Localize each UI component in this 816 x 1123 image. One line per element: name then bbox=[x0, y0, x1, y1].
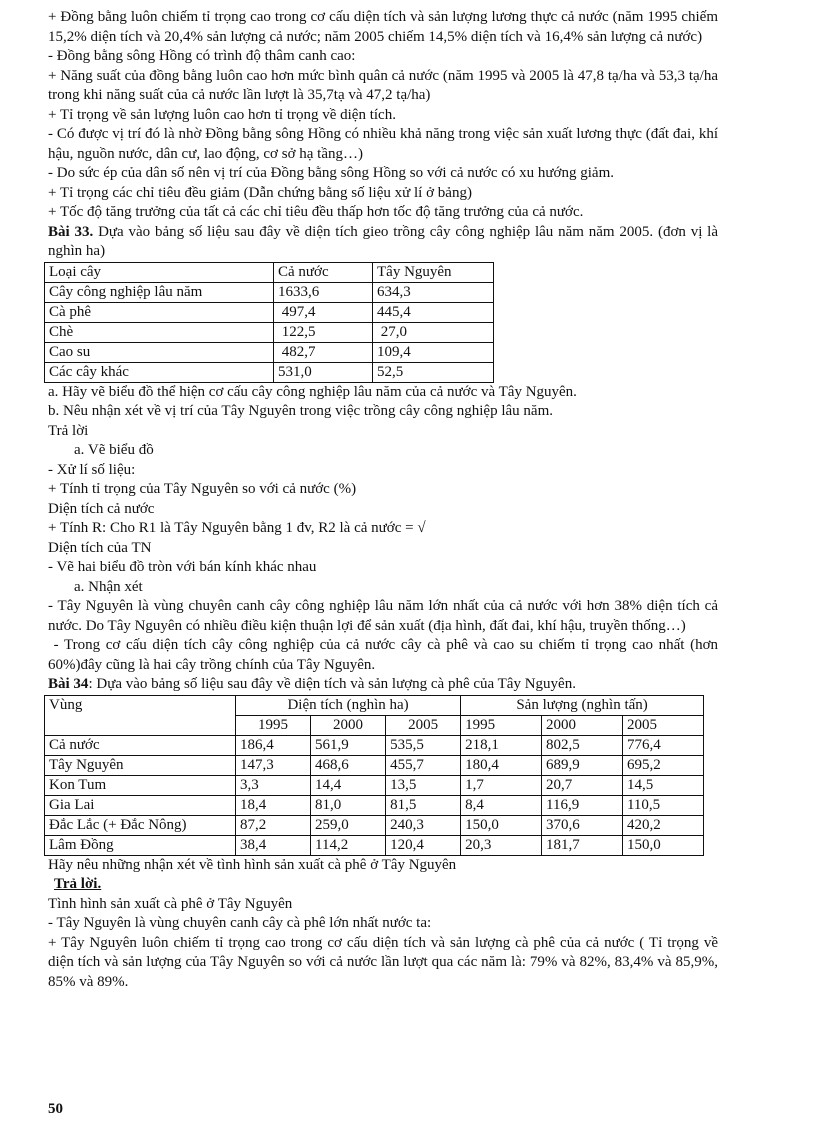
table-cell: 52,5 bbox=[373, 362, 494, 382]
table-cell: 81,5 bbox=[386, 795, 461, 815]
text-line: Diện tích của TN bbox=[48, 539, 152, 556]
table-cell: 14,4 bbox=[311, 775, 386, 795]
table-row bbox=[45, 815, 704, 835]
table-cell: 802,5 bbox=[542, 735, 623, 755]
table-row bbox=[45, 362, 494, 382]
table-cell: 120,4 bbox=[386, 835, 461, 855]
text-line: + Năng suất của đồng bằng luôn cao hơn mức bình quân cả nước (năm 1995 và 2005 là 47,8 tạ/ha và 53,3 tạ/ha trong khi năng suất của cả nước lần lượt là 35,7tạ và 47,2 tạ/ha) bbox=[48, 67, 718, 103]
table-cell: 3,3 bbox=[236, 775, 311, 795]
table-cell: 689,9 bbox=[542, 755, 623, 775]
table-cell: 468,6 bbox=[311, 755, 386, 775]
table-header-cell: 1995 bbox=[236, 715, 311, 735]
table-header-cell: 1995 bbox=[461, 715, 542, 735]
answer-title-line bbox=[48, 875, 718, 895]
table-cell: 240,3 bbox=[386, 815, 461, 835]
table-cell: Cà phê bbox=[45, 302, 274, 322]
table-row bbox=[45, 775, 704, 795]
table-cell: 497,4 bbox=[274, 302, 373, 322]
text-line: Diện tích cả nước bbox=[48, 500, 155, 517]
bai33-label: Bài 33. bbox=[48, 223, 94, 240]
table-header-cell: Diện tích (nghìn ha) bbox=[236, 695, 461, 715]
table-cell: Gia Lai bbox=[45, 795, 236, 815]
text-line: + Đồng bằng luôn chiếm tỉ trọng cao trong cơ cấu diện tích và sản lượng lương thực cả nước (năm 1995 chiếm 15,2% diện tích và 20,4% sản lượng cả nước; năm 2005 chiếm 14,5% diện tích và 16,4% sản lượng cả nước) bbox=[48, 9, 718, 45]
table-cell: 14,5 bbox=[622, 775, 703, 795]
table-cell: 420,2 bbox=[622, 815, 703, 835]
table-cell: 186,4 bbox=[236, 735, 311, 755]
table-row bbox=[45, 322, 494, 342]
table-header-cell: Tây Nguyên bbox=[373, 262, 494, 282]
table-cell: Các cây khác bbox=[45, 362, 274, 382]
table-cell: 8,4 bbox=[461, 795, 542, 815]
text-line: - Có được vị trí đó là nhờ Đồng bằng sông Hồng có nhiều khả năng trong việc sản xuất lương thực (đất đai, khí hậu, nguồn nước, dân cư, lao động, cơ sở hạ tầng…) bbox=[48, 126, 718, 162]
table-cell: 20,3 bbox=[461, 835, 542, 855]
table-row bbox=[45, 755, 704, 775]
table-header-cell: Vùng bbox=[45, 695, 236, 735]
table-cell: Cao su bbox=[45, 342, 274, 362]
table-cell: 122,5 bbox=[274, 322, 373, 342]
answer-subheading: a. Nhận xét bbox=[74, 578, 143, 595]
table-cell: 150,0 bbox=[622, 835, 703, 855]
table-cell: 561,9 bbox=[311, 735, 386, 755]
table-cell: 20,7 bbox=[542, 775, 623, 795]
intro-section bbox=[48, 8, 718, 223]
table-cell: 150,0 bbox=[461, 815, 542, 835]
table-header-cell: Cả nước bbox=[274, 262, 373, 282]
answer-subheading: a. Vẽ biểu đồ bbox=[74, 442, 154, 458]
table-cell: 259,0 bbox=[311, 815, 386, 835]
table-header-cell: 2005 bbox=[386, 715, 461, 735]
table-cell: 455,7 bbox=[386, 755, 461, 775]
text-line: - Do sức ép của dân số nên vị trí của Đồng bằng sông Hồng so với cả nước có xu hướng giảm. bbox=[48, 165, 614, 181]
table-cell: 1633,6 bbox=[274, 282, 373, 302]
table-cell: 181,7 bbox=[542, 835, 623, 855]
text-line: - Xử lí số liệu: bbox=[48, 461, 136, 478]
table-cell: Cả nước bbox=[45, 735, 236, 755]
question-line: a. Hãy vẽ biểu đồ thể hiện cơ cấu cây công nghiệp lâu năm của cả nước và Tây Nguyên. bbox=[48, 383, 577, 400]
text-line: - Vẽ hai biểu đồ tròn với bán kính khác nhau bbox=[48, 559, 317, 575]
table-row bbox=[45, 835, 704, 855]
table-cell: 110,5 bbox=[622, 795, 703, 815]
text-line: - Tây Nguyên là vùng chuyên canh cây công nghiệp lâu năm lớn nhất của cả nước với hơn 38% diện tích cả nước. Do Tây Nguyên có nhiều điều kiện thuận lợi để sản xuất (địa hình, đất đai, khí hậu, truyền thống…) bbox=[48, 598, 718, 634]
table-cell: Đắc Lắc (+ Đắc Nông) bbox=[45, 815, 236, 835]
table-cell: Lâm Đồng bbox=[45, 835, 236, 855]
table-row bbox=[45, 735, 704, 755]
text-line: - Đồng bằng sông Hồng có trình độ thâm canh cao: bbox=[48, 48, 356, 64]
document-page bbox=[48, 8, 722, 992]
answer-title: Trả lời. bbox=[54, 876, 102, 892]
table-cell: 27,0 bbox=[373, 322, 494, 342]
table-cell: 81,0 bbox=[311, 795, 386, 815]
table-cell: Cây công nghiệp lâu năm bbox=[45, 282, 274, 302]
table-cell: 13,5 bbox=[386, 775, 461, 795]
text-line: + Tốc độ tăng trưởng của tất cả các chỉ tiêu đều thấp hơn tốc độ tăng trưởng của cả nước. bbox=[48, 204, 584, 220]
bai33-prompt-text: Dựa vào bảng số liệu sau đây về diện tích gieo trồng cây công nghiệp lâu năm năm 2005. (đơn vị là nghìn ha) bbox=[48, 223, 718, 259]
table-cell: 695,2 bbox=[622, 755, 703, 775]
question-line: Hãy nêu những nhận xét về tình hình sản xuất cà phê ở Tây Nguyên bbox=[48, 856, 457, 873]
table-header-cell: Sản lượng (nghìn tấn) bbox=[461, 695, 704, 715]
table-cell: 147,3 bbox=[236, 755, 311, 775]
table-cell: 87,2 bbox=[236, 815, 311, 835]
table-header-cell: 2000 bbox=[311, 715, 386, 735]
text-line: Tình hình sản xuất cà phê ở Tây Nguyên bbox=[48, 895, 293, 912]
table-cell: 180,4 bbox=[461, 755, 542, 775]
table-cell: 445,4 bbox=[373, 302, 494, 322]
table-cell: 114,2 bbox=[311, 835, 386, 855]
question-line: b. Nêu nhận xét về vị trí của Tây Nguyên trong việc trồng cây công nghiệp lâu năm. bbox=[48, 403, 553, 419]
bai33-answer bbox=[48, 422, 722, 676]
table-row bbox=[45, 795, 704, 815]
bai34-prompt bbox=[48, 675, 718, 695]
bai34-prompt-text: : Dựa vào bảng số liệu sau đây về diện tích và sản lượng cà phê của Tây Nguyên. bbox=[88, 676, 576, 692]
table-cell: 116,9 bbox=[542, 795, 623, 815]
text-line: + Tỉ trọng về sản lượng luôn cao hơn tỉ trọng về diện tích. bbox=[48, 106, 396, 123]
table-cell: 634,3 bbox=[373, 282, 494, 302]
table-header-cell: 2005 bbox=[622, 715, 703, 735]
table-header-row bbox=[45, 262, 494, 282]
table-cell: Kon Tum bbox=[45, 775, 236, 795]
text-line: - Tây Nguyên là vùng chuyên canh cây cà phê lớn nhất nước ta: bbox=[48, 915, 432, 931]
text-line: + Tỉ trọng các chỉ tiêu đều giảm (Dẫn chứng bằng số liệu xử lí ở bảng) bbox=[48, 184, 472, 201]
table-cell: 38,4 bbox=[236, 835, 311, 855]
bai34-table bbox=[44, 695, 704, 856]
table-row bbox=[45, 342, 494, 362]
table-cell: 218,1 bbox=[461, 735, 542, 755]
table-header-cell: Loại cây bbox=[45, 262, 274, 282]
table-header-row bbox=[45, 695, 704, 715]
table-cell: 482,7 bbox=[274, 342, 373, 362]
text-line: - Trong cơ cấu diện tích cây công nghiệp của cả nước cây cà phê và cao su chiếm tỉ trọng cao nhất (hơn 60%)đây cũng là hai cây trồng chính của Tây Nguyên. bbox=[48, 637, 722, 673]
table-cell: 1,7 bbox=[461, 775, 542, 795]
text-line: + Tây Nguyên luôn chiếm tỉ trọng cao trong cơ cấu diện tích và sản lượng cà phê của cả nước ( Tỉ trọng về diện tích và sản lượng của Tây Nguyên so với cả nước lần lượt qua các năm là: 79% và 82%, 83,4% và 85,9%, 85% và 89%. bbox=[48, 934, 718, 990]
page-number: 50 bbox=[48, 1101, 63, 1117]
bai33-prompt bbox=[48, 223, 718, 262]
table-cell: Tây Nguyên bbox=[45, 755, 236, 775]
table-header-cell: 2000 bbox=[542, 715, 623, 735]
table-cell: 18,4 bbox=[236, 795, 311, 815]
table-cell: 370,6 bbox=[542, 815, 623, 835]
table-row bbox=[45, 302, 494, 322]
text-line: + Tính R: Cho R1 là Tây Nguyên bằng 1 đv, R2 là cả nước = √ bbox=[48, 520, 426, 536]
table-cell: Chè bbox=[45, 322, 274, 342]
table-row bbox=[45, 282, 494, 302]
answer-title: Trả lời bbox=[48, 422, 89, 439]
bai34-label: Bài 34 bbox=[48, 676, 89, 692]
bai33-table bbox=[44, 262, 494, 383]
table-cell: 535,5 bbox=[386, 735, 461, 755]
table-cell: 776,4 bbox=[622, 735, 703, 755]
table-cell: 109,4 bbox=[373, 342, 494, 362]
table-cell: 531,0 bbox=[274, 362, 373, 382]
text-line: + Tính tỉ trọng của Tây Nguyên so với cả nước (%) bbox=[48, 481, 357, 497]
